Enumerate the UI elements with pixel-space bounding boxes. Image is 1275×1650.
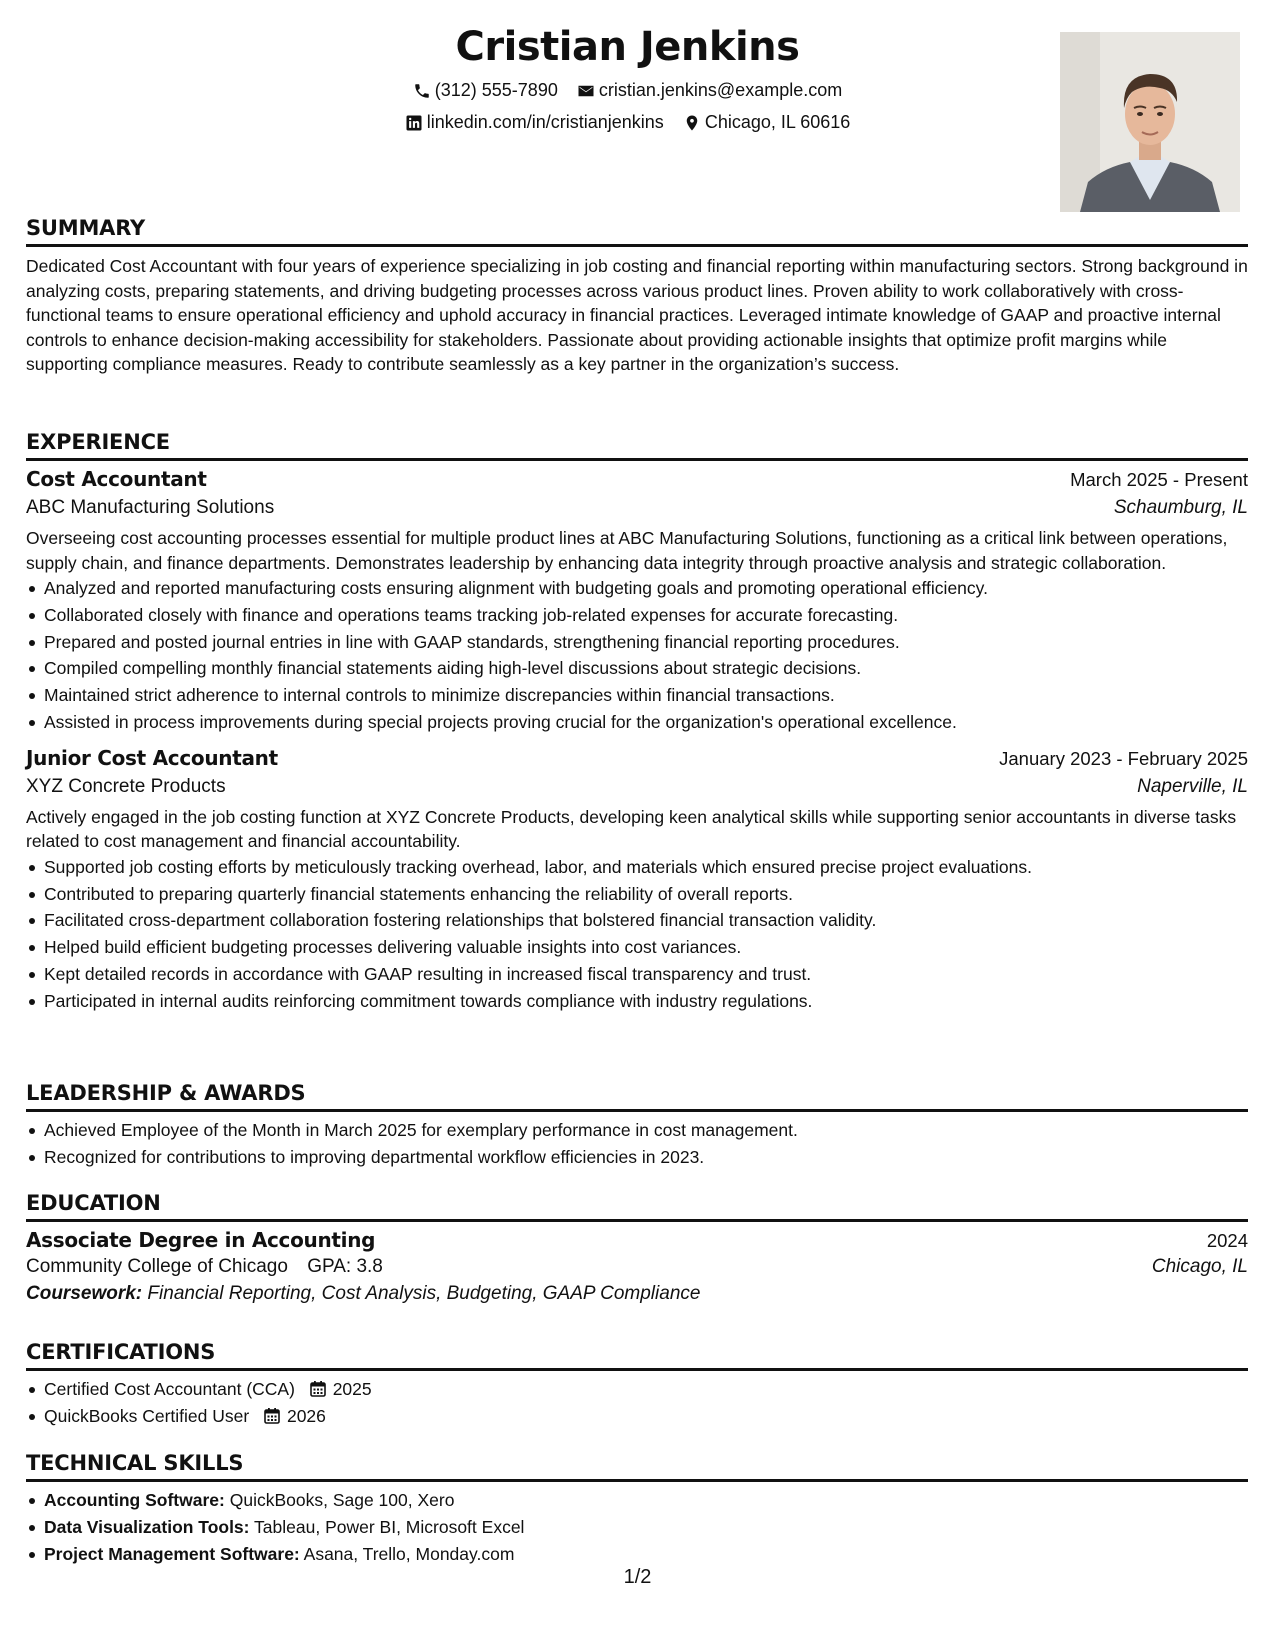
- job-title: Junior Cost Accountant: [26, 745, 278, 770]
- job-title-row: [26, 467, 1248, 491]
- list-item: Kept detailed records in accordance with GAAP resulting in increased fiscal transparency and trust.: [26, 961, 1248, 988]
- experience-heading: EXPERIENCE: [26, 430, 1248, 461]
- list-item: Helped build efficient budgeting processes delivering valuable insights into cost variances.: [26, 934, 1248, 961]
- envelope-icon: [577, 82, 595, 100]
- linkedin-contact[interactable]: [405, 112, 664, 133]
- calendar-icon: [264, 1407, 280, 1424]
- school-location: Chicago, IL: [1151, 1256, 1248, 1277]
- certification-name: Certified Cost Accountant (CCA): [44, 1379, 295, 1399]
- gpa: GPA: 3.8: [307, 1256, 383, 1277]
- job-entry: [26, 746, 1248, 1015]
- location-text: Chicago, IL 60616: [704, 112, 851, 132]
- awards-section: [26, 1081, 1248, 1171]
- job-title-row: [26, 746, 1248, 770]
- coursework-line: [26, 1283, 1248, 1305]
- certification-year: 2026: [286, 1405, 326, 1426]
- skill-values: Tableau, Power BI, Microsoft Excel: [254, 1516, 525, 1537]
- list-item: [26, 1376, 1248, 1403]
- skills-list: [26, 1487, 1248, 1567]
- summary-heading: SUMMARY: [26, 216, 1248, 247]
- map-pin-icon: [683, 114, 701, 132]
- list-item: Prepared and posted journal entries in line with GAAP standards, strengthening financial reporting procedures.: [26, 629, 1248, 656]
- location-contact: [683, 112, 850, 133]
- skills-section: [26, 1451, 1248, 1567]
- degree-name: Associate Degree in Accounting: [26, 1228, 376, 1252]
- list-item: Achieved Employee of the Month in March 2025 for exemplary performance in cost management.: [26, 1117, 1248, 1144]
- list-item: Assisted in process improvements during special projects proving crucial for the organization's operational excellence.: [26, 709, 1248, 736]
- list-item: [26, 1514, 1248, 1541]
- job-dates: January 2023 - February 2025: [999, 747, 1248, 769]
- certifications-heading: CERTIFICATIONS: [26, 1340, 1248, 1371]
- list-item: Recognized for contributions to improving departmental workflow efficiencies in 2023.: [26, 1144, 1248, 1171]
- school-name: Community College of Chicago: [26, 1256, 288, 1277]
- certification-year: 2025: [332, 1379, 372, 1399]
- job-company-row: [26, 776, 1248, 798]
- page-number: 1/2: [623, 1566, 652, 1588]
- skill-category: Project Management Software:: [44, 1543, 300, 1564]
- list-item: [26, 1403, 1248, 1430]
- list-item: Compiled compelling monthly financial statements aiding high-level discussions about strategic decisions.: [26, 655, 1248, 682]
- company-name: XYZ Concrete Products: [26, 775, 226, 797]
- summary-section: [26, 216, 1248, 377]
- list-item: Collaborated closely with finance and operations teams tracking job-related expenses for accurate forecasting.: [26, 602, 1248, 629]
- phone-contact: [413, 80, 558, 101]
- job-description: Actively engaged in the job costing function at XYZ Concrete Products, developing keen analytical skills while supporting senior accountants in diverse tasks related to cost management and financial accountability.: [26, 806, 1237, 852]
- summary-text: Dedicated Cost Accountant with four years of experience specializing in job costing and financial reporting within manufacturing sectors. Strong background in analyzing costs, preparing statements, and driving budgeting processes across various product lines. Proven ability to work collaboratively with cross-functional teams to ensure operational efficiency and uphold accuracy in financial practices. Leveraged intimate knowledge of GAAP and proactive internal controls to enhance decision-making accessibility for stakeholders. Passionate about providing actionable insights that optimize profit margins while supporting compliance measures. Ready to contribute seamlessly as a key partner in the organization’s success.: [26, 256, 1248, 374]
- job-dates: March 2025 - Present: [1070, 469, 1248, 490]
- skills-heading: TECHNICAL SKILLS: [26, 1451, 1248, 1482]
- list-item: Supported job costing efforts by meticulously tracking overhead, labor, and materials which ensured precise project evaluations.: [26, 854, 1248, 881]
- job-title: Cost Accountant: [26, 467, 207, 491]
- job-company-row: [26, 497, 1248, 519]
- school-info: [26, 1256, 383, 1278]
- coursework-text: Financial Reporting, Cost Analysis, Budgeting, GAAP Compliance: [147, 1283, 701, 1304]
- company-name: ABC Manufacturing Solutions: [26, 497, 275, 518]
- skill-category: Data Visualization Tools:: [44, 1516, 250, 1537]
- candidate-name: Cristian Jenkins: [455, 24, 800, 70]
- awards-list: [26, 1117, 1248, 1171]
- job-location: Schaumburg, IL: [1113, 497, 1248, 518]
- list-item: Facilitated cross-department collaboration fostering relationships that bolstered financial transaction validity.: [26, 907, 1248, 934]
- coursework-label: Coursework:: [26, 1283, 143, 1304]
- profile-photo: [1060, 32, 1240, 212]
- email-contact[interactable]: [577, 80, 842, 101]
- skill-values: Asana, Trello, Monday.com: [303, 1543, 515, 1564]
- certification-name: QuickBooks Certified User: [44, 1405, 250, 1426]
- list-item: [26, 1487, 1248, 1514]
- job-entry: [26, 467, 1248, 736]
- list-item: Contributed to preparing quarterly financial statements enhancing the reliability of overall reports.: [26, 881, 1248, 908]
- linkedin-icon: [405, 114, 423, 132]
- phone-text: (312) 555-7890: [434, 80, 558, 100]
- job-bullets: [26, 575, 1248, 736]
- job-bullets: [26, 854, 1248, 1015]
- calendar-icon: [310, 1380, 326, 1397]
- job-description: Overseeing cost accounting processes essential for multiple product lines at ABC Manufacturing Solutions, functioning as a critical link between operations, supply chain, and finance departments. Demonstrates leadership by enhancing data integrity through proactive analysis and strategic collaboration.: [26, 528, 1228, 573]
- list-item: [26, 1541, 1248, 1568]
- list-item: Maintained strict adherence to internal controls to minimize discrepancies within financial transactions.: [26, 682, 1248, 709]
- skill-category: Accounting Software:: [44, 1490, 225, 1510]
- education-section: [26, 1191, 1248, 1305]
- certifications-list: [26, 1376, 1248, 1430]
- list-item: Analyzed and reported manufacturing costs ensuring alignment with budgeting goals and promoting operational efficiency.: [26, 575, 1248, 602]
- certifications-section: [26, 1340, 1248, 1430]
- graduation-year: 2024: [1206, 1230, 1248, 1251]
- phone-icon: [413, 82, 431, 100]
- resume-header: [0, 0, 1275, 215]
- job-location: Naperville, IL: [1137, 775, 1248, 797]
- experience-section: [26, 430, 1248, 1015]
- skill-values: QuickBooks, Sage 100, Xero: [229, 1490, 455, 1510]
- awards-heading: LEADERSHIP & AWARDS: [26, 1081, 1248, 1112]
- education-heading: EDUCATION: [26, 1191, 1248, 1222]
- list-item: Participated in internal audits reinforcing commitment towards compliance with industry regulations.: [26, 988, 1248, 1015]
- email-text[interactable]: cristian.jenkins@example.com: [598, 80, 843, 100]
- degree-row: [26, 1228, 1248, 1252]
- school-row: [26, 1256, 1248, 1278]
- linkedin-text[interactable]: linkedin.com/in/cristianjenkins: [426, 112, 664, 132]
